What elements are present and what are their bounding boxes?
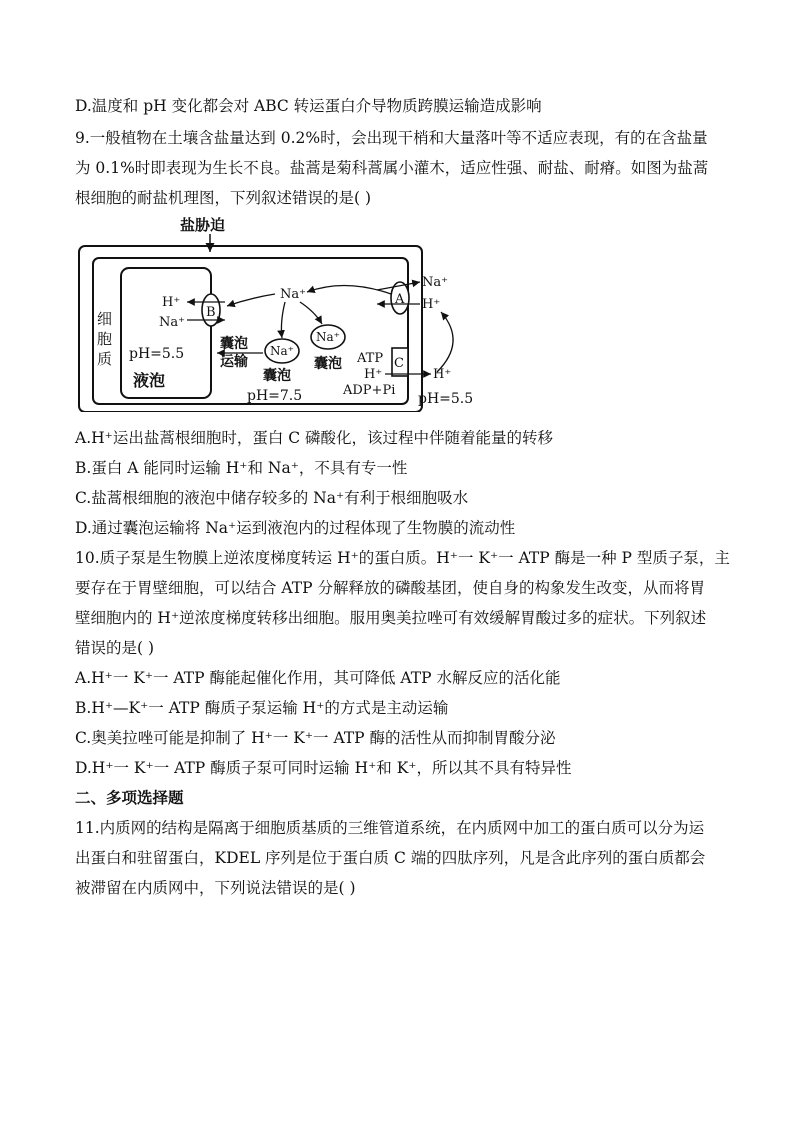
- section-heading: 二、多项选择题: [75, 788, 184, 807]
- q10-stem-line-2: 要存在于胃壁细胞，可以结合 ATP 分解释放的磷酸基团，使自身的构象发生改变，从而将胃: [75, 579, 705, 597]
- protein-c-label: C: [394, 356, 404, 371]
- c-atp-label: ATP: [357, 351, 384, 366]
- q9-option-d: D.通过囊泡运输将 Na⁺运到液泡内的过程体现了生物膜的流动性: [75, 519, 516, 537]
- q10-stem-line-4: 错误的是( ): [75, 639, 155, 657]
- c-h-out-label: H⁺: [433, 367, 452, 382]
- salt-stress-label: 盐胁迫: [180, 216, 226, 234]
- b-na-label: Na⁺: [159, 315, 185, 330]
- vesicle-label-2: 囊泡: [314, 356, 342, 372]
- c-adp-label: ADP+Pi: [343, 383, 396, 398]
- vesicle-2-na: Na⁺: [316, 330, 340, 344]
- h-cycle-arrow: [437, 312, 453, 372]
- protein-b-label: B: [206, 305, 216, 320]
- q11-stem-line-3: 被滞留在内质网中，下列说法错误的是( ): [75, 879, 356, 897]
- q9-option-c: C.盐蒿根细胞的液泡中储存较多的 Na⁺有利于根细胞吸水: [75, 489, 469, 507]
- q10-option-a: A.H⁺一 K⁺一 ATP 酶能起催化作用，其可降低 ATP 水解反应的活化能: [75, 669, 561, 687]
- cytoplasm-label-3: 质: [97, 350, 113, 368]
- cytoplasm-label-1: 细: [97, 310, 113, 328]
- q10-stem-line-1: 10.质子泵是生物膜上逆浓度梯度转运 H⁺的蛋白质。H⁺一 K⁺一 ATP 酶是一种 P 型质子泵，主: [75, 549, 730, 567]
- vesicle-1-na: Na⁺: [270, 344, 294, 358]
- na-to-vesicle2-arrow: [300, 302, 322, 324]
- q9-stem-line-3: 根细胞的耐盐机理图，下列叙述错误的是( ): [75, 189, 372, 207]
- q10-stem-line-3: 壁细胞内的 H⁺逆浓度梯度转移出细胞。服用奥美拉唑可有效缓解胃酸过多的症状。下列叙述: [75, 609, 707, 627]
- center-na-label: Na⁺: [280, 287, 306, 302]
- protein-a-label: A: [395, 292, 405, 307]
- outside-ph: pH=5.5: [418, 391, 474, 407]
- q10-option-b: B.H⁺—K⁺一 ATP 酶质子泵运输 H⁺的方式是主动运输: [75, 699, 449, 717]
- q11-stem-line-1: 11.内质网的结构是隔离于细胞质基质的三维管道系统，在内质网中加工的蛋白质可以分为运: [75, 819, 705, 837]
- vacuole-label: 液泡: [133, 371, 166, 390]
- a-h-label: H⁺: [422, 297, 441, 312]
- q9-option-a: A.H⁺运出盐蒿根细胞时，蛋白 C 磷酸化，该过程中伴随着能量的转移: [75, 429, 554, 447]
- q8-option-d: D.温度和 pH 变化都会对 ABC 转运蛋白介导物质跨膜运输造成影响: [75, 97, 542, 115]
- q9-stem-line-2: 为 0.1%时即表现为生长不良。盐蒿是菊科蒿属小灌木，适应性强、耐盐、耐瘠。如图为盐蒿: [75, 159, 709, 177]
- vesicle-ph: pH=7.5: [247, 388, 303, 404]
- vesicle-label-1: 囊泡: [263, 368, 291, 384]
- cytoplasm-label-2: 胞: [97, 330, 113, 348]
- c-h-label: H⁺: [364, 367, 383, 382]
- vesicle-transport-2: 运输: [220, 354, 248, 370]
- na-to-vesicle-arrow: [281, 302, 285, 338]
- q9-option-b: B.蛋白 A 能同时运输 H⁺和 Na⁺，不具有专一性: [75, 459, 408, 477]
- vesicle-transport-1: 囊泡: [220, 336, 248, 352]
- q9-stem-line-1: 9.一般植物在土壤含盐量达到 0.2%时，会出现干梢和大量落叶等不适应表现，有的在含盐量: [75, 129, 708, 147]
- b-h-label: H⁺: [162, 295, 181, 310]
- a-na-label: Na⁺: [422, 275, 448, 290]
- vacuole-ph: pH=5.5: [129, 346, 185, 362]
- q11-stem-line-2: 出蛋白和驻留蛋白，KDEL 序列是位于蛋白质 C 端的四肽序列，凡是含此序列的蛋白质都会: [75, 849, 706, 867]
- q10-option-d: D.H⁺一 K⁺一 ATP 酶质子泵可同时运输 H⁺和 K⁺，所以其不具有特异性: [75, 759, 572, 777]
- salt-tolerance-diagram: [75, 212, 475, 412]
- q10-option-c: C.奥美拉唑可能是抑制了 H⁺一 K⁺一 ATP 酶的活性从而抑制胃酸分泌: [75, 729, 556, 747]
- na-to-b-arrow: [227, 294, 275, 306]
